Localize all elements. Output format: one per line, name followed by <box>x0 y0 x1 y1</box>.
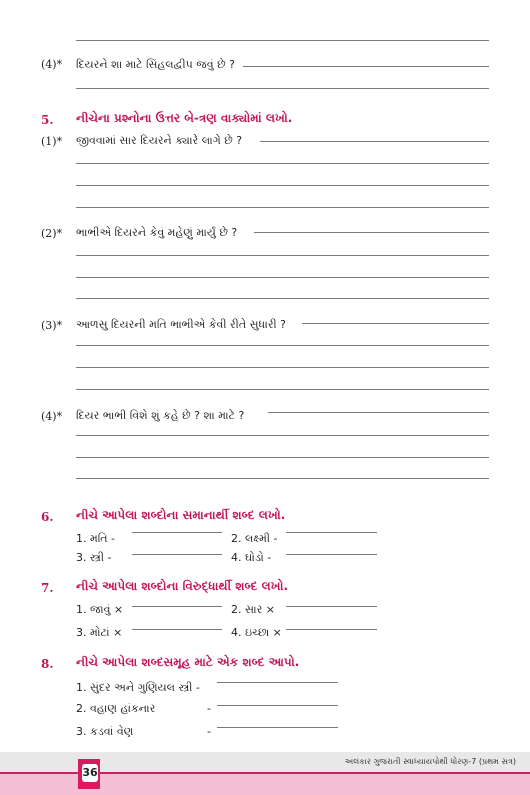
answer-line <box>76 389 489 390</box>
answer-line <box>76 255 489 256</box>
section-number: 8. <box>41 657 54 671</box>
question-text: દિયરને શા માટે સિંહલદ્વીપ જવું છે ? <box>76 58 235 71</box>
question-text: આળસુ દિયરની મતિ ભાભીએ કેવી રીતે સુધારી ? <box>76 318 286 331</box>
answer-line <box>217 727 338 728</box>
answer-line <box>76 88 489 89</box>
question-number: (4)* <box>41 410 63 423</box>
page-number: 36 <box>82 764 98 782</box>
answer-line <box>76 345 489 346</box>
answer-line <box>260 141 489 142</box>
one-word-dash: - <box>207 702 211 715</box>
antonym-item: 1. જાવું × <box>76 603 124 616</box>
section-title: નીચે આપેલા શબ્દસમૂહ માટે એક શબ્દ આપો. <box>76 655 300 669</box>
one-word-item: 1. સુંદર અને ગુણિયલ સ્ત્રી - <box>76 681 200 694</box>
question-text: દિયર ભાભી વિશે શું કહે છે ? શા માટે ? <box>76 409 245 422</box>
question-number: (3)* <box>41 319 63 332</box>
answer-line <box>76 435 489 436</box>
answer-line <box>76 298 489 299</box>
antonym-item: 4. ઇચ્છા × <box>231 626 282 639</box>
answer-line <box>302 323 489 324</box>
answer-line <box>132 606 222 607</box>
section-number: 5. <box>41 113 54 127</box>
question-number: (4)* <box>41 58 63 71</box>
answer-line <box>76 40 489 41</box>
section-title: નીચે આપેલા શબ્દોના વિરુદ્ધાર્થી શબ્દ લખો. <box>76 579 289 593</box>
synonym-item: 4. ઘોડો - <box>231 551 272 564</box>
answer-line <box>286 532 377 533</box>
section-title: નીચેના પ્રશ્નોના ઉત્તર બે-ત્રણ વાક્યોમાં લખો. <box>76 111 293 125</box>
answer-line <box>76 185 489 186</box>
answer-line <box>243 66 489 67</box>
antonym-item: 2. સાર × <box>231 603 275 616</box>
answer-line <box>286 629 377 630</box>
answer-line <box>217 705 338 706</box>
answer-line <box>76 367 489 368</box>
section-number: 7. <box>41 581 54 595</box>
one-word-item: 2. વહાણ હાંકનાર <box>76 702 156 715</box>
antonym-item: 3. મોટાં × <box>76 626 123 639</box>
answer-line <box>76 457 489 458</box>
answer-line <box>76 277 489 278</box>
one-word-dash: - <box>207 725 211 738</box>
section-title: નીચે આપેલા શબ્દોના સમાનાર્થી શબ્દ લખો. <box>76 508 286 522</box>
book-title: અલંકાર ગુજરાતી સ્વાધ્યાયપોથી ધોરણ-7 (પ્રથમ સત્ર) <box>344 757 516 766</box>
synonym-item: 1. મતિ - <box>76 532 116 545</box>
answer-line <box>76 163 489 164</box>
section-number: 6. <box>41 510 54 524</box>
answer-line <box>217 682 338 683</box>
synonym-item: 2. લક્ષ્મી - <box>231 532 278 545</box>
answer-line <box>132 554 222 555</box>
question-number: (2)* <box>41 227 63 240</box>
question-text: ભાભીએ દિયરને કેવું મહેણું માર્યું છે ? <box>76 226 238 239</box>
answer-line <box>76 207 489 208</box>
answer-line <box>286 606 377 607</box>
answer-line <box>132 629 222 630</box>
one-word-item: 3. કડવાં વેણ <box>76 725 134 738</box>
answer-line <box>76 478 489 479</box>
question-number: (1)* <box>41 135 63 148</box>
answer-line <box>254 232 489 233</box>
answer-line <box>268 412 489 413</box>
answer-line <box>132 532 222 533</box>
synonym-item: 3. સ્ત્રી - <box>76 551 112 564</box>
answer-line <box>286 554 377 555</box>
question-text: જીવવામાં સાર દિયરને ક્યારે લાગે છે ? <box>76 134 243 147</box>
